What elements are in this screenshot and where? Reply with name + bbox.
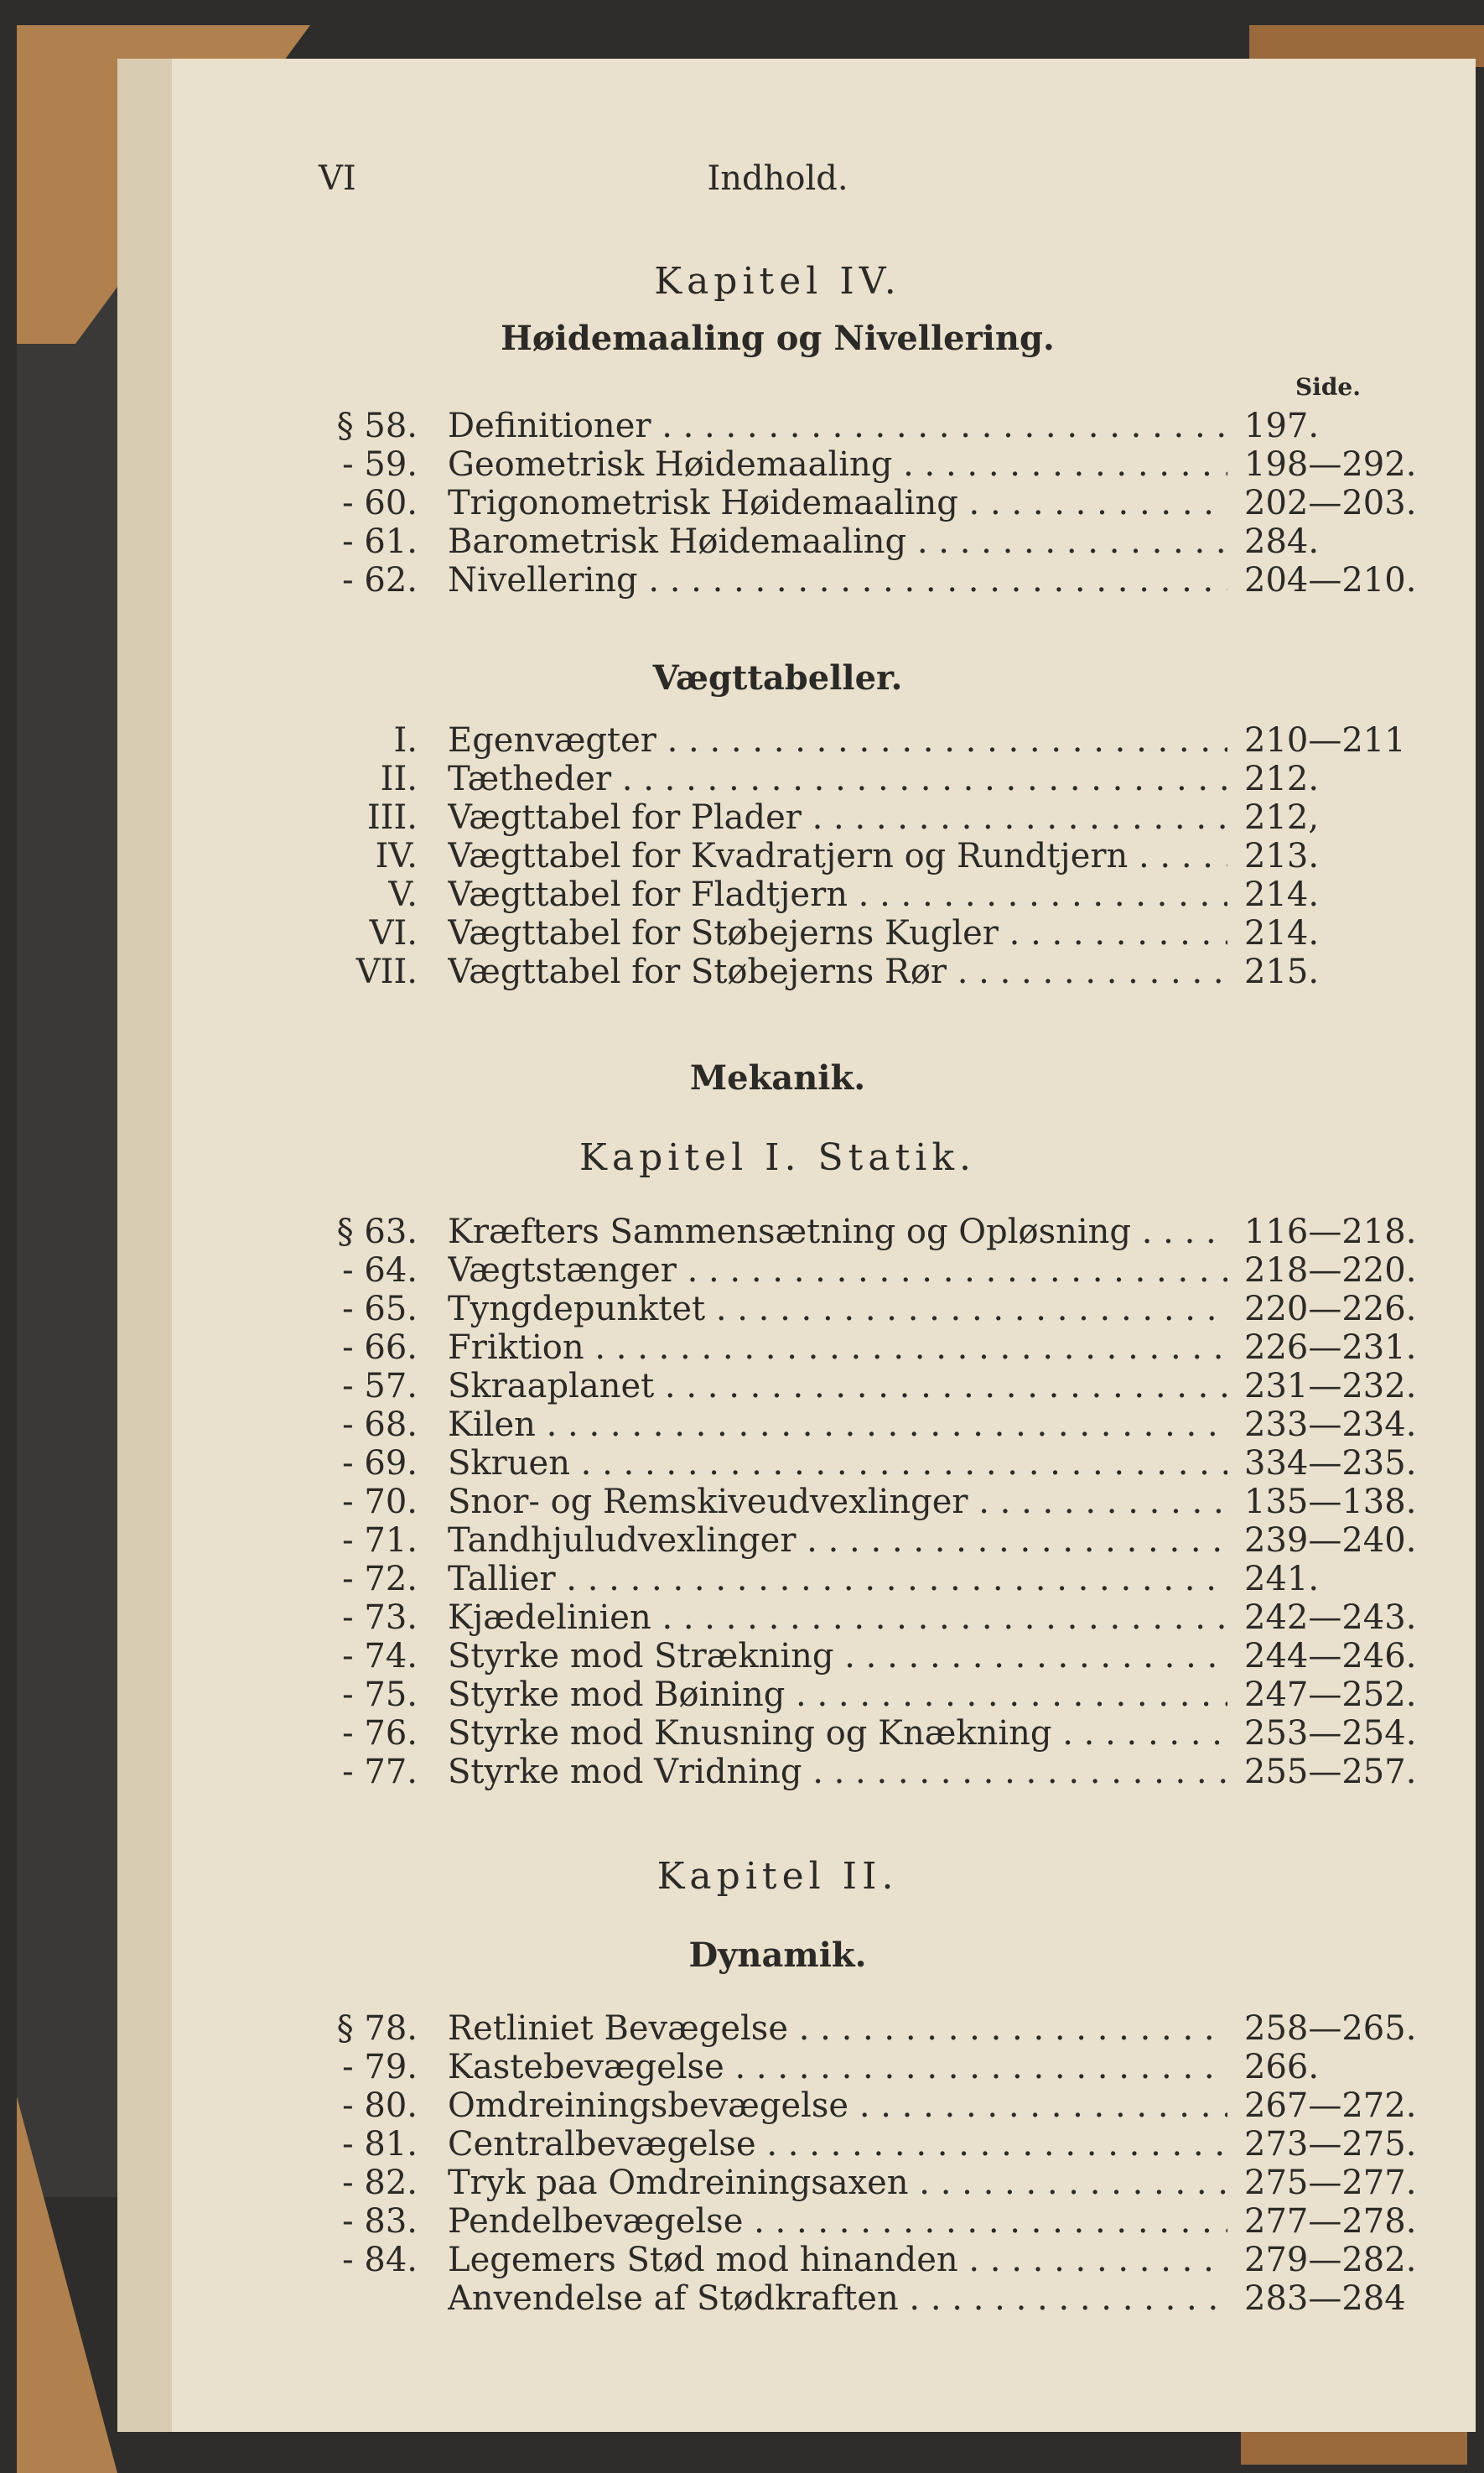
entry-number: - 71. [342, 1521, 418, 1560]
toc-entry [252, 2202, 1417, 2241]
entry-title: Styrke mod Knusning og Knækning . . . [448, 1714, 1227, 1753]
entry-title: Kræfters Sammensætning og Opløsning . . . [448, 1213, 1227, 1251]
entry-number: § 63. [336, 1213, 418, 1251]
entry-number: - 70. [342, 1483, 418, 1521]
entry-pages: 277—278. [1244, 2202, 1417, 2241]
entry-pages: 212. [1244, 760, 1320, 798]
entry-title: Omdreiningsbevægelse . . . [448, 2086, 1227, 2125]
entry-title: Vægtstænger . . . [448, 1251, 1227, 1290]
toc-entry [252, 1598, 1417, 1637]
entry-pages: 247—252. [1244, 1676, 1417, 1714]
entry-title: Legemers Stød mod hinanden . . . [448, 2241, 1227, 2279]
entry-pages: 253—254. [1244, 1714, 1417, 1753]
entry-title: Friktion . . . [448, 1328, 1227, 1367]
toc-entry [252, 561, 1417, 600]
section-heading: Vægttabeller. [652, 658, 903, 698]
toc-entry [252, 2164, 1417, 2202]
entry-number: - 75. [342, 1676, 418, 1714]
entry-number: - 80. [342, 2086, 418, 2125]
entry-pages: 284. [1244, 522, 1320, 561]
entry-number: III. [366, 798, 418, 837]
entry-pages: 226—231. [1244, 1328, 1417, 1367]
entry-pages: 214. [1244, 914, 1320, 953]
toc-entry [252, 914, 1409, 953]
toc-entry [252, 1753, 1417, 1791]
entry-pages: 241. [1244, 1560, 1320, 1598]
chapter-title: Kapitel II. [656, 1855, 899, 1898]
entry-title: Tallier . . . [448, 1560, 1227, 1598]
entry-number: - 66. [342, 1328, 418, 1367]
entry-title: Pendelbevægelse . . . [448, 2202, 1227, 2241]
entry-pages: 233—234. [1244, 1405, 1417, 1444]
toc-entry [252, 2125, 1417, 2164]
toc-entry [252, 2086, 1417, 2125]
toc-entry [252, 1483, 1417, 1521]
running-title: Indhold. [707, 159, 848, 198]
toc-entry [252, 1290, 1417, 1328]
entry-number: - 77. [342, 1753, 418, 1791]
entry-title: Styrke mod Vridning . . . [448, 1753, 1227, 1791]
entry-pages: 283—284 [1244, 2279, 1406, 2318]
entry-title: Styrke mod Strækning . . . [448, 1637, 1227, 1676]
entry-title: Snor- og Remskiveudvexlinger . . . [448, 1483, 1227, 1521]
entry-pages: 210—211 [1244, 721, 1406, 760]
entry-title: Egenvægter . . . [448, 721, 1227, 760]
entry-number: - 74. [342, 1637, 418, 1676]
toc-entry [252, 875, 1409, 914]
entry-number: IV. [375, 837, 418, 875]
entry-pages: 334—235. [1244, 1444, 1417, 1483]
entry-number: - 61. [342, 522, 418, 561]
entry-number: - 76. [342, 1714, 418, 1753]
entry-title: Tandhjuludvexlinger . . . [448, 1521, 1227, 1560]
section-heading: Høidemaaling og Nivellering. [501, 319, 1055, 358]
toc-entry [252, 1637, 1417, 1676]
entry-title: Tætheder . . . [448, 760, 1227, 798]
toc-entry [252, 1213, 1417, 1251]
entry-pages: 197. [1244, 407, 1320, 445]
entry-number: VI. [369, 914, 418, 953]
toc-entry [252, 2048, 1409, 2086]
entry-title: Geometrisk Høidemaaling . . . [448, 445, 1227, 484]
entry-number: - 69. [342, 1444, 418, 1483]
entry-pages: 266. [1244, 2048, 1320, 2086]
entry-pages: 116—218. [1244, 1213, 1417, 1251]
entry-pages: 258—265. [1244, 2009, 1417, 2048]
toc-entry [252, 1251, 1417, 1290]
entry-number: VII. [355, 953, 418, 991]
entry-pages: 273—275. [1244, 2125, 1417, 2164]
entry-title: Vægttabel for Plader . . . [448, 798, 1227, 837]
entry-number: § 78. [336, 2009, 418, 2048]
entry-number [252, 2279, 418, 2318]
toc-entry [252, 1367, 1417, 1405]
entry-title: Styrke mod Bøining . . . [448, 1676, 1227, 1714]
toc-entry [252, 798, 1409, 837]
toc-entry [252, 522, 1409, 561]
toc-entry [252, 760, 1409, 798]
toc-entry [252, 1560, 1409, 1598]
entry-title: Trigonometrisk Høidemaaling . . . [448, 484, 1227, 522]
entry-number: - 81. [342, 2125, 418, 2164]
entry-pages: 242—243. [1244, 1598, 1417, 1637]
entry-number: - 68. [342, 1405, 418, 1444]
entry-number: - 60. [342, 484, 418, 522]
entry-title: Barometrisk Høidemaaling . . . [448, 522, 1227, 561]
entry-number: - 57. [342, 1367, 418, 1405]
entry-pages: 218—220. [1244, 1251, 1417, 1290]
part-heading: Mekanik. [689, 1058, 866, 1098]
toc-entry [252, 2009, 1417, 2048]
entry-pages: 198—292. [1244, 445, 1417, 484]
entry-title: Centralbevægelse . . . [448, 2125, 1227, 2164]
entry-title: Skruen . . . [448, 1444, 1227, 1483]
entry-pages: 267—272. [1244, 2086, 1417, 2125]
entry-number: I. [393, 721, 418, 760]
chapter-title: Kapitel IV. [654, 260, 901, 303]
entry-number: - 73. [342, 1598, 418, 1637]
entry-pages: 275—277. [1244, 2164, 1417, 2202]
entry-title: Anvendelse af Stødkraften . . . [448, 2279, 1227, 2318]
toc-entry [252, 1714, 1417, 1753]
entry-pages: 202—203. [1244, 484, 1417, 522]
entry-pages: 214. [1244, 875, 1320, 914]
entry-pages: 255—257. [1244, 1753, 1417, 1791]
entry-number: - 65. [342, 1290, 418, 1328]
entry-title: Definitioner . . . [448, 407, 1227, 445]
side-label: Side. [1295, 373, 1361, 401]
entry-number: § 58. [336, 407, 418, 445]
toc-entry [252, 1405, 1417, 1444]
entry-pages: 213. [1244, 837, 1320, 875]
entry-number: - 59. [342, 445, 418, 484]
page-edges [117, 59, 179, 2432]
entry-pages: 220—226. [1244, 1290, 1417, 1328]
entry-pages: 231—232. [1244, 1367, 1417, 1405]
entry-number: - 62. [342, 561, 418, 600]
toc-entry [252, 837, 1409, 875]
toc-entry [252, 407, 1409, 445]
entry-number: II. [380, 760, 418, 798]
toc-entry [252, 1444, 1417, 1483]
entry-number: - 84. [342, 2241, 418, 2279]
entry-title: Skraaplanet . . . [448, 1367, 1227, 1405]
entry-pages: 239—240. [1244, 1521, 1417, 1560]
entry-pages: 135—138. [1244, 1483, 1417, 1521]
entry-title: Vægttabel for Kvadratjern og Rundtjern . . . [448, 837, 1227, 875]
entry-number: - 79. [342, 2048, 418, 2086]
entry-title: Nivellering . . . [448, 561, 1227, 600]
page-number: VI [319, 159, 356, 198]
entry-title: Vægttabel for Støbejerns Kugler . . . [448, 914, 1227, 953]
entry-number: V. [388, 875, 418, 914]
entry-title: Kastebevægelse . . . [448, 2048, 1227, 2086]
entry-number: - 64. [342, 1251, 418, 1290]
entry-pages: 279—282. [1244, 2241, 1417, 2279]
section-heading: Dynamik. [688, 1935, 867, 1975]
toc-entry [252, 484, 1417, 522]
entry-title: Vægttabel for Støbejerns Rør . . . [448, 953, 1227, 991]
entry-title: Tryk paa Omdreiningsaxen . . . [448, 2164, 1227, 2202]
toc-entry [252, 721, 1409, 760]
entry-number: - 83. [342, 2202, 418, 2241]
entry-title: Kilen . . . [448, 1405, 1227, 1444]
toc-entry [252, 1676, 1417, 1714]
chapter-title: Kapitel I. Statik. [579, 1136, 976, 1179]
entry-pages: 244—246. [1244, 1637, 1417, 1676]
toc-entry [252, 953, 1409, 991]
toc-entry [252, 2241, 1417, 2279]
book-binding [17, 50, 122, 2197]
entry-title: Retliniet Bevægelse . . . [448, 2009, 1227, 2048]
entry-pages: 204—210. [1244, 561, 1417, 600]
toc-entry [252, 1328, 1417, 1367]
entry-title: Kjædelinien . . . [448, 1598, 1227, 1637]
entry-title: Tyngdepunktet . . . [448, 1290, 1227, 1328]
entry-pages: 215. [1244, 953, 1320, 991]
entry-title: Vægttabel for Fladtjern . . . [448, 875, 1227, 914]
toc-entry [252, 445, 1417, 484]
entry-number: - 72. [342, 1560, 418, 1598]
toc-entry [252, 1521, 1417, 1560]
entry-number: - 82. [342, 2164, 418, 2202]
toc-entry [252, 2279, 1409, 2318]
entry-pages: 212, [1244, 798, 1320, 837]
